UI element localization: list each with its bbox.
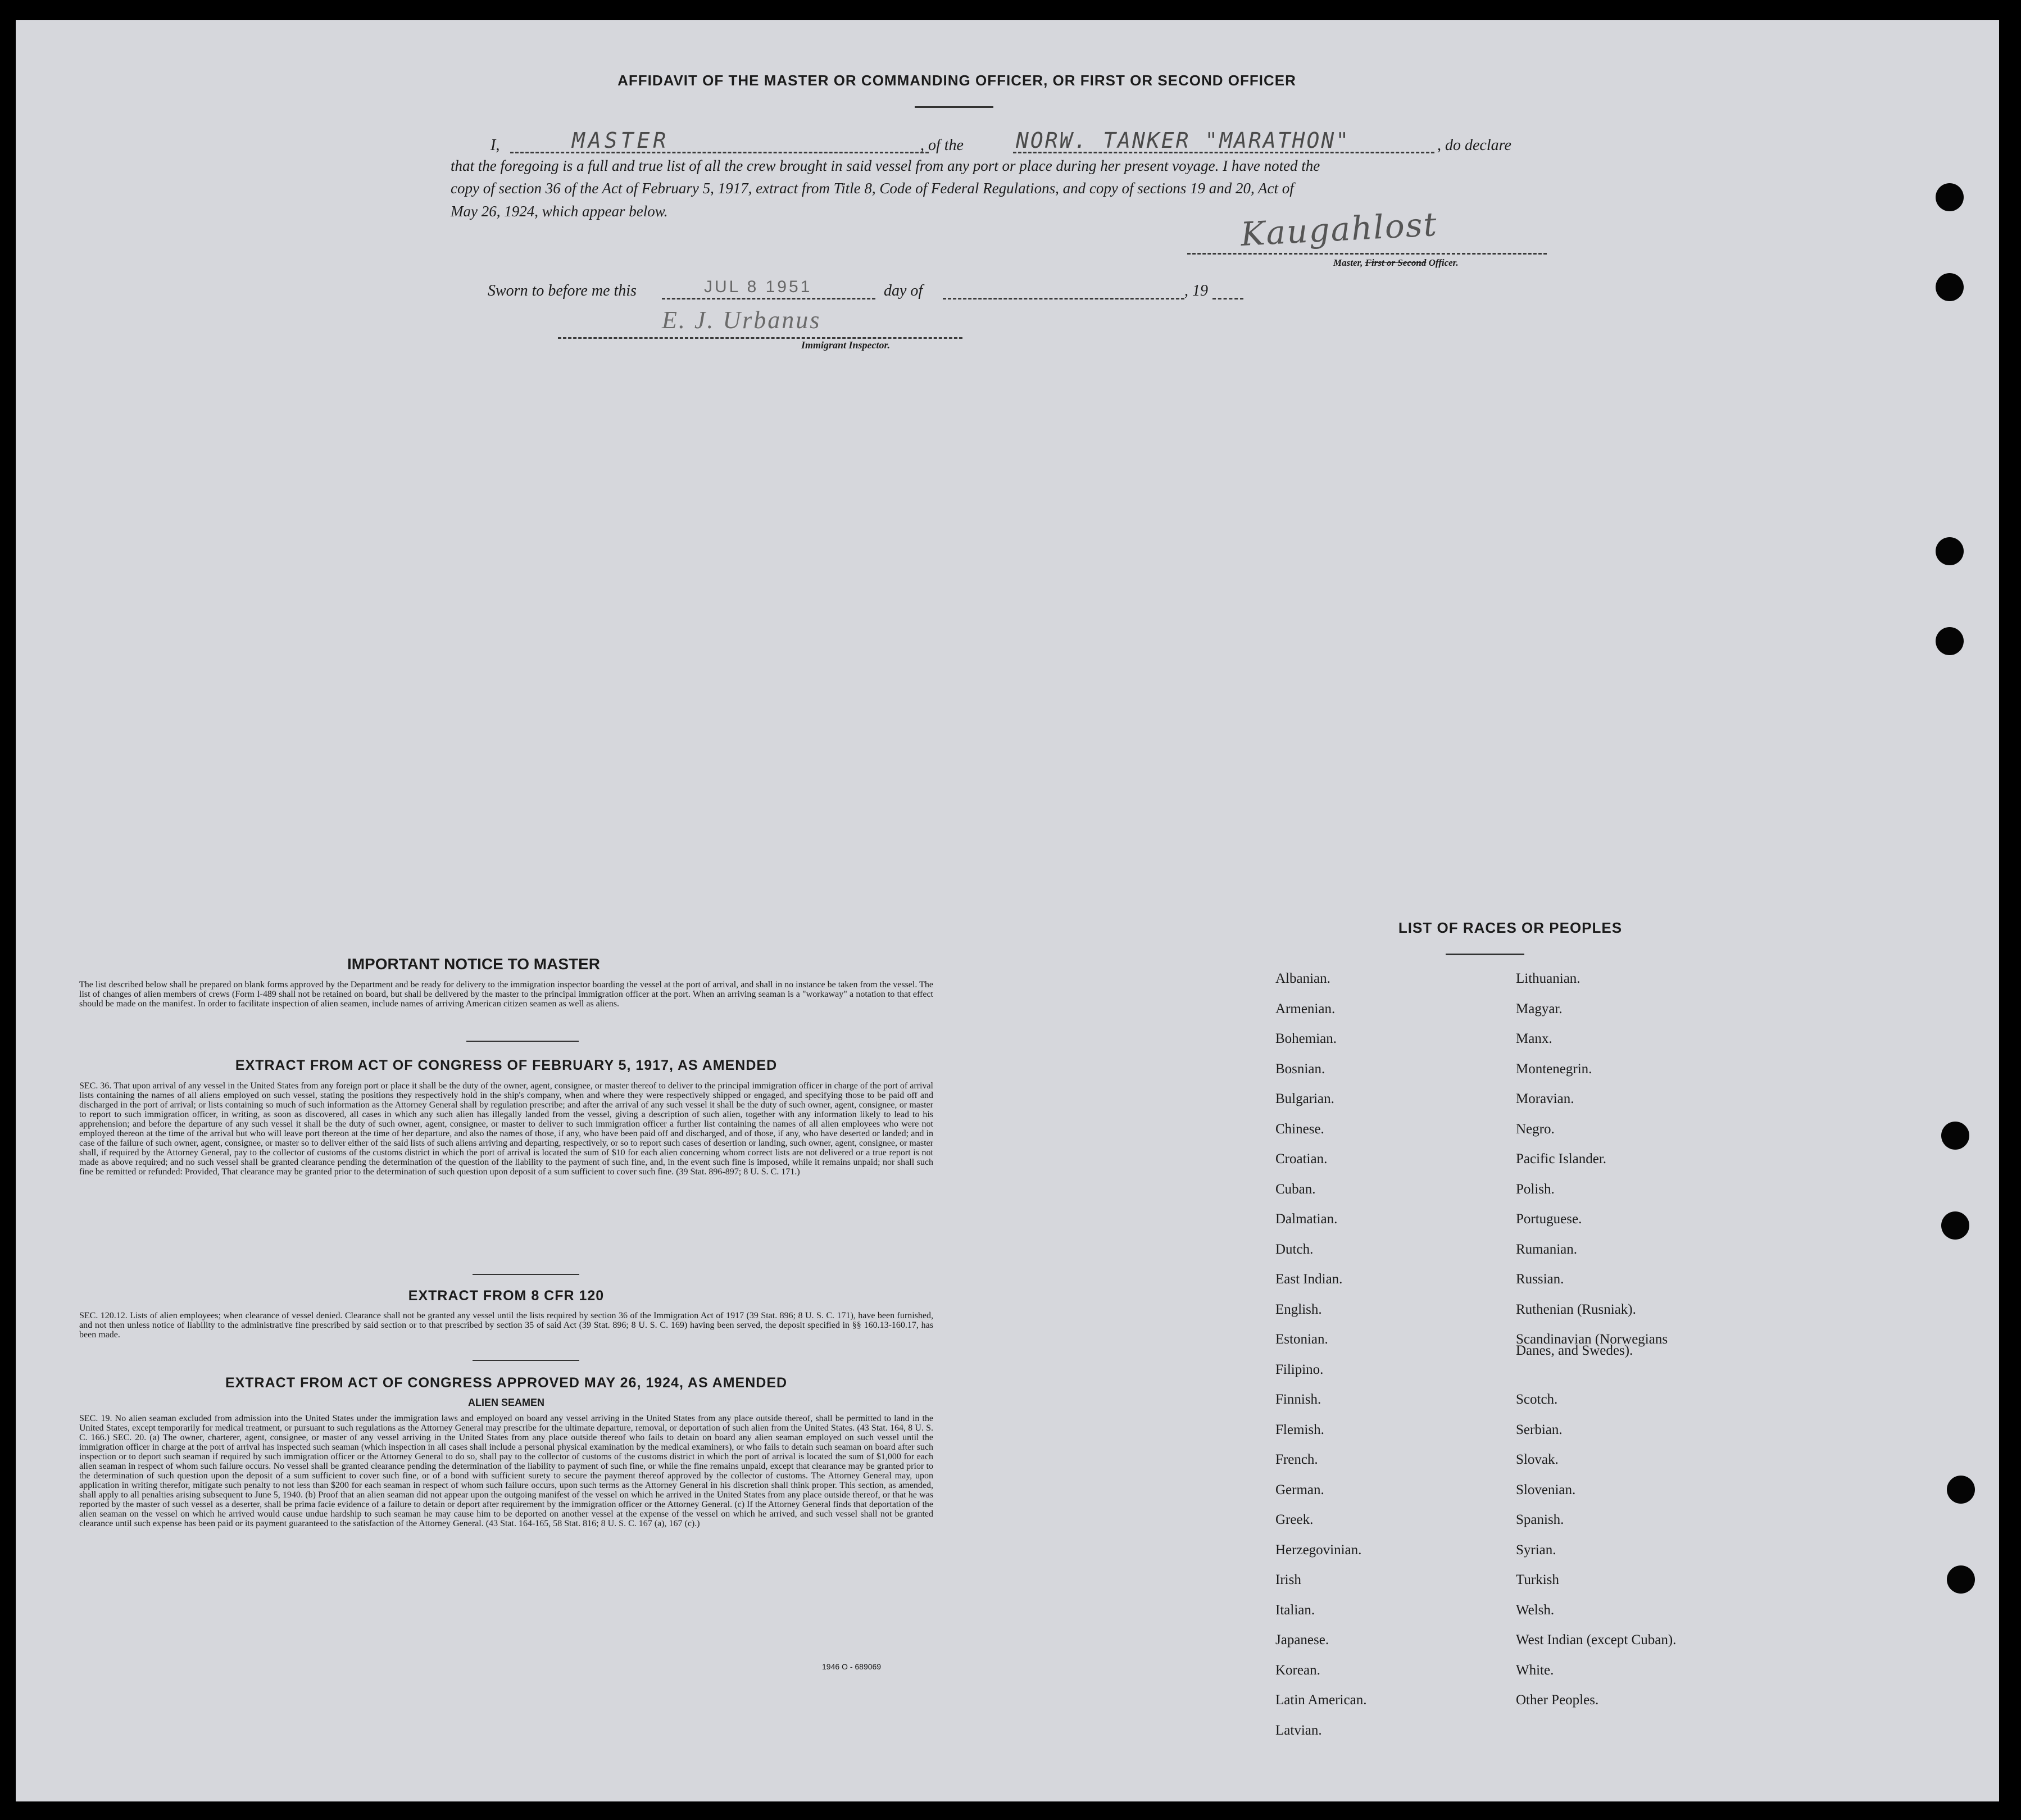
punch-hole [1936, 273, 1964, 301]
of-the-label: , of the [920, 137, 964, 154]
master-signature: Kaugahlost [1239, 205, 1439, 254]
inspector-signature: E. J. Urbanus [662, 306, 821, 334]
inspector-line [558, 337, 962, 339]
inspector-caption: Immigrant Inspector. [801, 339, 891, 351]
race-item: Chinese. [1275, 1122, 1324, 1137]
race-item: Moravian. [1516, 1091, 1574, 1106]
declaration-line-3: copy of section 36 of the Act of February 5, 1917, extract from Title 8, Code of Federal Regulations, and copy of sections 19 and 20, Act of [451, 180, 1294, 197]
race-item: Bosnian. [1275, 1061, 1325, 1077]
race-item: Russian. [1516, 1272, 1564, 1287]
punch-hole [1941, 1122, 1969, 1150]
punch-hole [1936, 537, 1964, 565]
punch-hole [1947, 1565, 1975, 1594]
year-line [1212, 298, 1243, 299]
sworn-stamp: JUL 8 1951 [704, 278, 812, 296]
race-item: Herzegovinian. [1275, 1542, 1362, 1558]
race-item: Magyar. [1516, 1001, 1563, 1016]
race-item: East Indian. [1275, 1272, 1343, 1287]
races-heading: LIST OF RACES OR PEOPLES [1398, 919, 1623, 936]
race-item: Bohemian. [1275, 1031, 1337, 1046]
notice-rule [466, 1041, 579, 1042]
month-line [943, 298, 1184, 299]
extract3-body: SEC. 19. No alien seaman excluded from admission into the United States under the immigration laws and employed on board any vessel arriving in the United States from any place outside thereof, shall be permitted to land in the United States, except temporarily for medical treatment, or pursuant to such regulations as the Attorney General may prescribe for the ultimate departure, removal, or deportation of such alien from the United States. (43 Stat. 164, 8 U. S. C. 166.) SEC. 20. (a) The owner, charterer, agent, consignee, or master of any vessel arriving in the United States from any place outside thereof who fails to detain on board any alien seaman employed on such vessel until the immigration officer in charge at the port of arrival has inspected such seaman (which inspection in all cases shall include a personal physical examination by the medical examiners), or who fails to detain such seaman on board after such inspection or to deport such seaman if required by such immigration officer or the Attorney General to do so, shall pay to the collector of customs of the customs district in which the port of arrival is located the sum of $1,000 for each alien seaman in respect of whom such failure occurs. No vessel shall be granted clearance pending the determination of the liability to payment of such fine, or while the fine remains unpaid, except that clearance may be granted prior to the determination of such question upon the deposit of a sum sufficient to cover such fine, or of a bond with sufficient surety to secure the payment thereof approved by the collector of customs. The Attorney General may, upon application in writing therefor, mitigate such penalty to not less than $200 for each seaman in respect of whom such failure occurs, upon such terms as the Attorney General in his discretion shall think proper. This section, as amended, shall apply to all penalties arising subsequent to June 5, 1940. (b) Proof that an alien seaman did not appear upon the outgoing manifest of the vessel on which he arrived in the United States from any place outside thereof, or that he was reported by the master of such vessel as a deserter, shall be prima facie evidence of a failure to detain or deport after requirement by the immigration officer or the Attorney General. (c) If the Attorney General finds that deportation of the alien seaman on the vessel on which he arrived would cause undue hardship to such seaman he may cause him to be deported on another vessel at the expense of the vessel on which he arrived, and such vessel shall not be granted clearance until such expense has been paid or its payment guaranteed to the satisfaction of the Attorney General. (43 Stat. 164-165, 58 Stat. 816; 8 U. S. C. 167 (a), 167 (c).) [79, 1414, 933, 1528]
race-item: West Indian (except Cuban). [1516, 1632, 1677, 1647]
print-code: 1946 O - 689069 [822, 1662, 882, 1671]
notice-body: The list described below shall be prepared on blank forms approved by the Department and be ready for delivery to the immigration inspector boarding the vessel at the port of arrival, and shall in no instance be taken from the vessel. The list of changes of alien members of crews (Form I-489 shall not be retained on board, but shall be delivered by the master to the principal immigration officer at the port. When an arriving seaman is a "workaway" a notation to that effect should be made on the manifest. In order to facilitate inspection of alien seamen, include names of arriving American citizen seamen as well as aliens. [79, 980, 933, 1009]
race-item: Finnish. [1275, 1392, 1321, 1407]
race-item: Armenian. [1275, 1001, 1336, 1016]
extract3-subheading: ALIEN SEAMEN [467, 1397, 544, 1408]
extract1-body: SEC. 36. That upon arrival of any vessel in the United States from any foreign port or place it shall be the duty of the owner, agent, consignee, or master thereof to deliver to the principal immigration officer in charge of the port of arrival lists containing the names of all aliens employed on such vessel, stating the positions they respectively hold in the ship's company, when and where they were respectively shipped or engaged, and specifying those to be paid off and discharged in the port of arrival; or lists containing so much of such information as the Attorney General shall by regulation prescribe; and after the arrival of any such vessel it shall be the duty of such owner, agent, consignee, or master to report to such immigration officer, in writing, as soon as discovered, all cases in which any such alien has illegally landed from the vessel, giving a description of such alien, together with any information likely to lead to his apprehension; and before the departure of any such vessel it shall be the duty of such owner, agent, consignee, or master to deliver to such immigration officer a further list containing the names of all alien employees who were not employed thereon at the time of the arrival but who will leave port thereon at the time of her departure, and also the names of those, if any, who have been paid off and discharged, and of those, if any, who have deserted or landed; and in case of the failure of such owner, agent, consignee, or master so to deliver either of the said lists of such aliens arriving and departing, respectively, or so to report such cases of desertion or landing, such owner, agent, consignee, or master shall, if required by the Attorney General, pay to the collector of customs of the customs district in which the port of arrival is located the sum of $10 for each alien concerning whom correct lists are not delivered or a true report is not made as above required; and no such vessel shall be granted clearance pending the determination of the question of the liability to the payment of such fine, and, in the event such fine is imposed, while it remains unpaid; nor shall such fine be remitted or refunded: Provided, That clearance may be granted prior to the determination of such question upon deposit of a sum sufficient to cover such fine. (39 Stat. 896-897; 8 U. S. C. 171.) [79, 1081, 933, 1177]
affidavit-title: AFFIDAVIT OF THE MASTER OR COMMANDING OFFICER, OR FIRST OR SECOND OFFICER [617, 72, 1296, 89]
race-item: Albanian. [1275, 971, 1330, 986]
master-caption-master: Master, [1333, 257, 1363, 268]
punch-hole [1947, 1476, 1975, 1504]
master-handwritten: MASTER [572, 128, 670, 153]
extract1-rule [473, 1274, 579, 1275]
race-item: Rumanian. [1516, 1242, 1578, 1257]
race-item: German. [1275, 1482, 1324, 1497]
race-item: Korean. [1275, 1663, 1320, 1678]
race-item: French. [1275, 1452, 1318, 1467]
extract2-heading: EXTRACT FROM 8 CFR 120 [408, 1288, 605, 1304]
race-item: Pacific Islander. [1516, 1151, 1607, 1167]
race-item: Estonian. [1275, 1332, 1328, 1347]
race-item: Spanish. [1516, 1512, 1564, 1527]
master-caption-struck: First or Second [1365, 257, 1427, 268]
year-prefix: , 19 [1184, 282, 1208, 299]
race-item: Scandinavian (Norwegians [1516, 1332, 1668, 1347]
race-item: Croatian. [1275, 1151, 1328, 1167]
declaration-line-4: May 26, 1924, which appear below. [451, 203, 668, 220]
race-item: Slovak. [1516, 1452, 1559, 1467]
race-item: Negro. [1516, 1122, 1555, 1137]
declaration-line-2: that the foregoing is a full and true list of all the crew brought in said vessel from any port or place during her present voyage. I have noted the [451, 157, 1320, 174]
race-item: Latin American. [1275, 1692, 1367, 1708]
race-item: Cuban. [1275, 1182, 1316, 1197]
sworn-label: Sworn to before me this [488, 282, 637, 299]
race-item: Manx. [1516, 1031, 1552, 1046]
race-item: Welsh. [1516, 1603, 1555, 1618]
race-item: Bulgarian. [1275, 1091, 1334, 1106]
i-label: I, [491, 137, 500, 154]
master-caption-officer: Officer. [1428, 257, 1459, 268]
master-caption [1333, 257, 1459, 269]
race-item: Italian. [1275, 1603, 1315, 1618]
race-item: Flemish. [1275, 1422, 1324, 1437]
punch-hole [1936, 627, 1964, 655]
punch-hole [1941, 1211, 1969, 1240]
races-rule [1446, 954, 1524, 955]
extract2-body: SEC. 120.12. Lists of alien employees; when clearance of vessel denied. Clearance shall not be granted any vessel until the lists required by section 36 of the Immigration Act of 1917 (39 Stat. 896; 8 U. S. C. 171), have been furnished, and not then unless notice of liability to the administrative fine prescribed by said section or to that prescribed by section 35 of said Act (39 Stat. 896; 8 U. S. C. 169) having been served, the deposit specified in §§ 160.13-160.17, has been made. [79, 1311, 933, 1340]
race-item: English. [1275, 1302, 1322, 1317]
race-item: Polish. [1516, 1182, 1555, 1197]
race-item: Ruthenian (Rusniak). [1516, 1302, 1636, 1317]
race-item: Syrian. [1516, 1542, 1556, 1558]
race-item: Irish [1275, 1572, 1301, 1587]
do-declare-label: , do declare [1437, 137, 1511, 154]
race-item: Dalmatian. [1275, 1211, 1338, 1227]
race-item: Turkish [1516, 1572, 1559, 1587]
race-item: Greek. [1275, 1512, 1314, 1527]
title-rule [915, 106, 993, 108]
punch-hole [1936, 183, 1964, 211]
vessel-handwritten: NORW. TANKER "MARATHON" [1016, 128, 1351, 153]
extract1-heading: EXTRACT FROM ACT OF CONGRESS OF FEBRUARY 5, 1917, AS AMENDED [235, 1057, 778, 1073]
race-item: Filipino. [1275, 1362, 1324, 1377]
extract3-heading: EXTRACT FROM ACT OF CONGRESS APPROVED MAY 26, 1924, AS AMENDED [225, 1375, 788, 1391]
race-item: Portuguese. [1516, 1211, 1582, 1227]
extract2-rule [473, 1360, 579, 1361]
day-of-label: day of [884, 282, 923, 299]
race-item: Japanese. [1275, 1632, 1329, 1647]
race-item: Serbian. [1516, 1422, 1563, 1437]
document-sheet [16, 20, 1999, 1801]
race-item: White. [1516, 1663, 1554, 1678]
race-item: Slovenian. [1516, 1482, 1576, 1497]
race-item-continuation: Danes, and Swedes). [1516, 1343, 1633, 1358]
sworn-date-line [662, 298, 875, 299]
race-item: Dutch. [1275, 1242, 1314, 1257]
race-item: Latvian. [1275, 1723, 1322, 1738]
race-item: Montenegrin. [1516, 1061, 1592, 1077]
race-item: Scotch. [1516, 1392, 1558, 1407]
race-item: Other Peoples. [1516, 1692, 1599, 1708]
race-item: Lithuanian. [1516, 971, 1581, 986]
notice-heading: IMPORTANT NOTICE TO MASTER [347, 955, 601, 973]
